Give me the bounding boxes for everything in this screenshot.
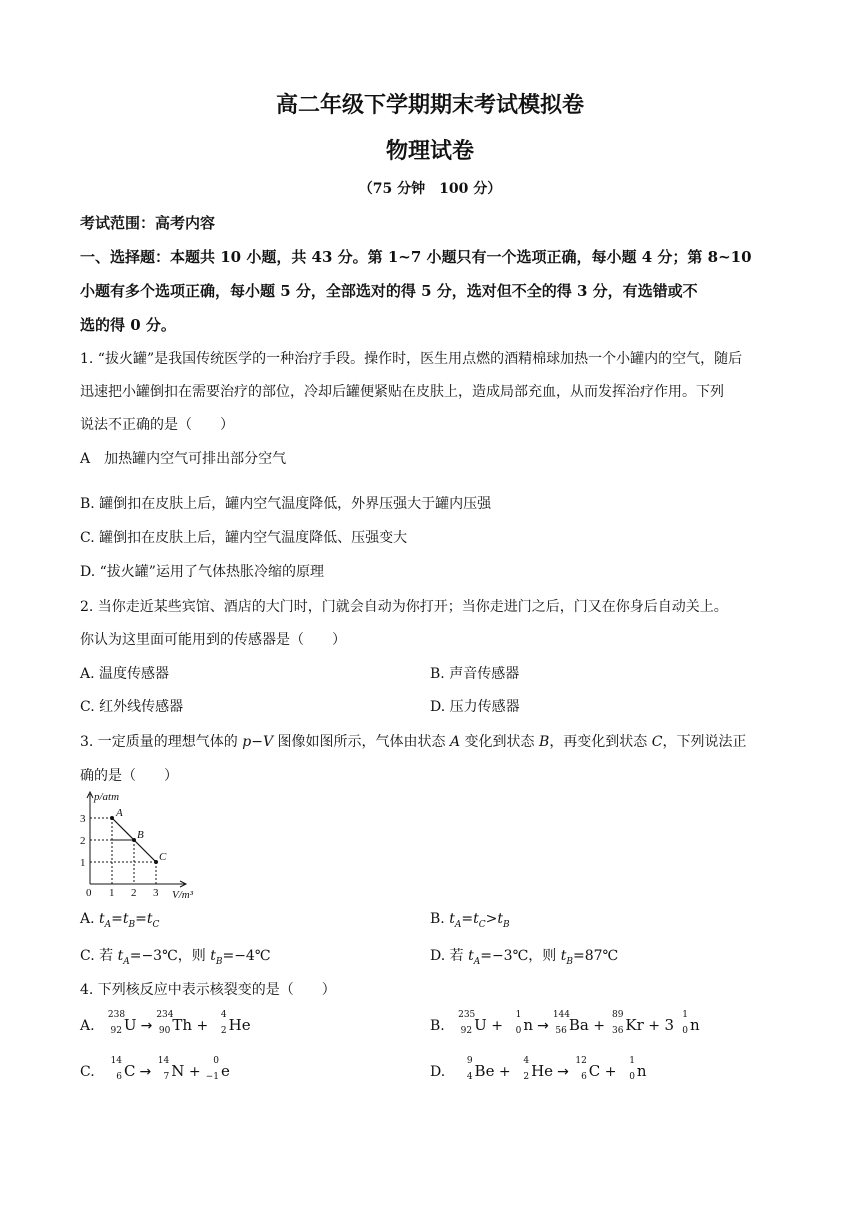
graph-ytick-1: 1 <box>80 857 86 869</box>
graph-xtick-2: 2 <box>131 887 137 898</box>
q2-option-d: D. 压力传感器 <box>430 699 520 715</box>
q2-line1: 2. 当你走近某些宾馆、酒店的大门时，门就会自动为你打开；当你走进门之后，门又在你身后自动关上。 <box>80 599 728 615</box>
nuclide-he4: 4 2 He <box>220 1010 251 1036</box>
q4-line1: 4. 下列核反应中表示核裂变的是（ ） <box>80 982 336 998</box>
nuclide-he4-d: 4 2 He <box>523 1056 554 1082</box>
q1-line1: 1. “拔火罐”是我国传统医学的一种治疗手段。操作时，医生用点燃的酒精棉球加热一个小罐内的空气，随后 <box>80 351 743 367</box>
section1-line1: 一、选择题：本题共 10 小题，共 43 分。第 1~7 小题只有一个选项正确，每小题 4 分；第 8~10 <box>80 248 752 266</box>
nuclide-c14: 14 6 C <box>110 1056 136 1082</box>
graph-point-c <box>154 860 158 864</box>
nuclide-n-d: 1 0 n <box>629 1056 647 1082</box>
section1-line3: 选的得 0 分。 <box>80 316 176 334</box>
q2-line2: 你认为这里面可能用到的传感器是（ ） <box>80 632 346 648</box>
nuclide-u238: 238 92 U <box>107 1010 137 1036</box>
q3-option-b: B. $t_A=t_C>t_B$ <box>430 911 510 930</box>
exam-scope: 考试范围：高考内容 <box>80 214 216 232</box>
graph-ytick-2: 2 <box>80 835 86 847</box>
nuclide-c12: 12 6 C <box>575 1056 601 1082</box>
graph-xtick-3: 3 <box>153 887 159 898</box>
graph-xtick-1: 1 <box>109 887 115 898</box>
nuclide-n: 1 0 n <box>515 1010 534 1036</box>
q4-option-a: A. 238 92 U → 234 90 Th + 4 2 He <box>80 1010 251 1036</box>
nuclide-th234: 234 90 Th <box>156 1010 192 1036</box>
q4-option-d: D. 9 4 Be + 4 2 He → 12 6 C + 1 0 n <box>430 1056 647 1082</box>
q3-line1: 3. 一定质量的理想气体的 p−V 图像如图所示，气体由状态 A 变化到状态 B，再变化到状态 C，下列说法正 <box>80 734 747 750</box>
q1-option-c: C. 罐倒扣在皮肤上后，罐内空气温度降低、压强变大 <box>80 530 408 546</box>
exam-subject: 物理试卷 <box>385 138 474 164</box>
graph-point-b <box>132 838 136 842</box>
q3-option-a: A. $t_A=t_B=t_C$ <box>80 911 160 930</box>
section1-line2: 小题有多个选项正确，每小题 5 分，全部选对的得 5 分，选对但不全的得 3 分，有选错或不 <box>80 282 698 300</box>
q1-option-d: D. “拔火罐”运用了气体热胀冷缩的原理 <box>80 564 324 580</box>
nuclide-kr89: 89 36 Kr <box>611 1010 644 1036</box>
q1-option-b: B. 罐倒扣在皮肤上后，罐内空气温度降低，外界压强大于罐内压强 <box>80 496 492 512</box>
nuclide-ba144: 144 56 Ba <box>552 1010 589 1036</box>
pv-graph <box>74 788 214 898</box>
q4-option-b: B. 235 92 U + 1 0 n → 144 56 Ba + 89 36 Kr + 3 1 0 n <box>430 1010 700 1036</box>
q1-line2: 迅速把小罐倒扣在需要治疗的部位，冷却后罐便紧贴在皮肤上，造成局部充血，从而发挥治疗作用。下列 <box>80 384 724 400</box>
exam-time-score: （75 分钟 100 分） <box>358 181 502 197</box>
nuclide-be9: 9 4 Be <box>466 1056 495 1082</box>
q3-line2: 确的是（ ） <box>80 768 178 784</box>
q3-option-c: C. 若 $t_A=-3℃$，则 $t_B=-4℃$ <box>80 948 271 967</box>
nuclide-n-3: 1 0 n <box>682 1010 700 1036</box>
nuclide-e: 0 −1 e <box>205 1056 230 1082</box>
graph-label-c: C <box>159 851 167 863</box>
graph-y-label: p/atm <box>94 791 120 803</box>
graph-point-a <box>110 816 114 820</box>
q1-line3: 说法不正确的是（ ） <box>80 417 234 433</box>
graph-ytick-3: 3 <box>80 813 86 825</box>
q1-option-a: A 加热罐内空气可排出部分空气 <box>80 451 287 467</box>
graph-label-a: A <box>116 807 123 819</box>
graph-label-b: B <box>137 829 144 841</box>
nuclide-n14: 14 7 N <box>157 1056 185 1082</box>
graph-x-label: V/m³ <box>172 889 194 898</box>
nuclide-u235: 235 92 U <box>458 1010 487 1036</box>
q2-option-a: A. 温度传感器 <box>80 666 170 682</box>
q3-option-d: D. 若 $t_A=-3℃$，则 $t_B=87℃$ <box>430 948 619 967</box>
q4-option-c: C. 14 6 C → 14 7 N + 0 −1 e <box>80 1056 230 1082</box>
q2-option-c: C. 红外线传感器 <box>80 699 184 715</box>
graph-xtick-0: 0 <box>86 887 92 898</box>
q2-option-b: B. 声音传感器 <box>430 666 520 682</box>
exam-title: 高二年级下学期期末考试模拟卷 <box>275 92 584 118</box>
